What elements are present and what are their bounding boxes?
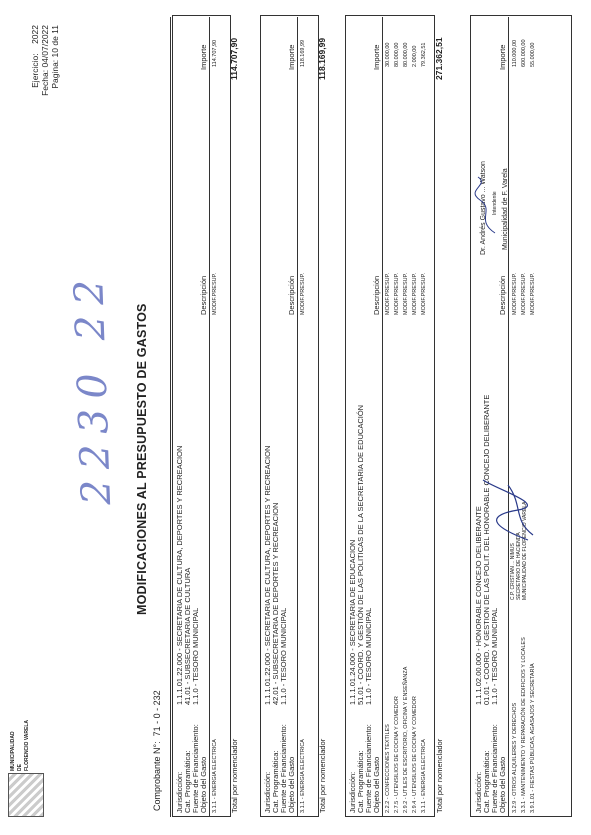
descripcion-item: MODIF.PRESUP.: [412, 272, 418, 315]
header-info: [30, 25, 60, 145]
fuente-value: 1.1.0 - TESORO MUNICIPAL: [191, 607, 200, 705]
signature-scribble-icon: [478, 475, 538, 545]
objeto-item: 2.7.5 - UTENSILIOS DE COCINA Y COMEDOR: [394, 696, 400, 813]
fuente-label: Fuente de Financiamiento:: [490, 724, 499, 813]
importe-header: Importe: [199, 44, 208, 70]
descripcion-item: MODIF.PRESUP.: [421, 272, 427, 315]
importe-item: 118.169,99: [300, 39, 306, 67]
cat-programatica-label: Cat. Programática:: [271, 750, 280, 813]
descripcion-header: Descripción: [372, 275, 381, 315]
jurisdiccion-value: 1.1.1.02.00.000 - HONORABLE CONCEJO DELIBERANTE: [474, 506, 483, 705]
page-title: MODIFICACIONES AL PRESUPUESTO DE GASTOS: [135, 303, 149, 615]
importe-item: 600.000,00: [521, 39, 527, 67]
objeto-header: Objeto del Gasto: [199, 756, 208, 813]
signature-left: C.P. CRISTIAN ... NIMUS SECRETARIO DE HACIENDA MUNICIPALIDAD DE FLORENCIO VARELA: [510, 501, 528, 600]
divider: [209, 17, 210, 817]
cat-programatica-label: Cat. Programática:: [183, 750, 192, 813]
jurisdiccion-label: Jurisdicción:: [263, 771, 272, 813]
signature-right-role: Intendente: [492, 191, 498, 215]
fuente-label: Fuente de Financiamiento:: [191, 724, 200, 813]
total-value: 114.707,90: [229, 37, 239, 80]
objeto-item: 2.9.4 - UTENSILIOS DE COCINA Y COMEDOR: [412, 696, 418, 813]
importe-item: 79.362,51: [421, 42, 427, 67]
fuente-value: 1.1.0 - TESORO MUNICIPAL: [364, 607, 373, 705]
total-label: Total por nomenclador: [435, 738, 444, 813]
objeto-header: Objeto del Gasto: [372, 756, 381, 813]
divider: [382, 17, 383, 817]
signature-right-name: Dr. Andrés Gustavo ... Watson: [480, 161, 487, 255]
importe-item: 110.000,00: [512, 39, 518, 67]
descripcion-item: MODIF.PRESUP.: [212, 272, 218, 315]
municipality-logo-icon: [8, 773, 44, 817]
importe-item: 2.000,00: [412, 45, 418, 67]
jurisdiccion-value: 1.1.1.01.22.000 - SECRETARIA DE CULTURA, DEPORTES Y RECREACION: [175, 445, 184, 705]
signature-right-org: Municipalidad de F. Varela: [502, 168, 509, 250]
descripcion-item: MODIF.PRESUP.: [385, 272, 391, 315]
objeto-item: 3.9.1.01 - FIESTAS PÚBLICAS, AGASAJOS Y SECRETARÍA: [530, 663, 536, 813]
jurisdiccion-label: Jurisdicción:: [474, 771, 483, 813]
total-label: Total por nomenclador: [230, 738, 239, 813]
importe-item: 114.707,90: [212, 39, 218, 67]
total-value: 271.362,51: [434, 37, 444, 80]
divider: [297, 17, 298, 817]
handwritten-stamp: 2230 22: [65, 268, 121, 506]
descripcion-header: Descripción: [199, 275, 208, 315]
objeto-item: 3.3.1 - MANTENIMIENTO Y REPARACIÓN DE EDIFICIOS Y LOCALES: [521, 637, 527, 813]
jurisdiccion-value: 1.1.1.01.24.000 - SECRETARIA DE EDUCACION: [348, 539, 357, 705]
descripcion-item: MODIF.PRESUP.: [530, 272, 536, 315]
objeto-header: Objeto del Gasto: [287, 756, 296, 813]
descripcion-header: Descripción: [498, 275, 507, 315]
paginas: Pagina: 10 de 11: [50, 25, 60, 89]
descripcion-item: MODIF.PRESUP.: [394, 272, 400, 315]
importe-header: Importe: [372, 44, 381, 70]
descripcion-item: MODIF.PRESUP.: [300, 272, 306, 315]
importe-item: 55.000,00: [530, 42, 536, 67]
descripcion-item: MODIF.PRESUP.: [403, 272, 409, 315]
divider: [170, 17, 171, 817]
objeto-item: 3.2.9 - OTROS ALQUILERES Y DERECHOS: [512, 702, 518, 813]
objeto-header: Objeto del Gasto: [498, 756, 507, 813]
objeto-item: 2.2.2 - CONFECCIONES TEXTILES: [385, 724, 391, 813]
ejercicio: Ejercicio: 2022: [30, 25, 40, 88]
cat-programatica-value: 42.01 - SUBSECRETARIA DE DEPORTES Y RECREACION: [271, 502, 280, 705]
jurisdiccion-label: Jurisdicción:: [175, 771, 184, 813]
comprobante: Comprobante N°: 71 - 0 - 232: [152, 690, 162, 811]
cat-programatica-value: 51.01 - COORD. Y GESTIÓN DE LAS POLITICAS DE LA SECRETARIA DE EDUCACIÓN: [356, 404, 365, 705]
fecha: Fecha: 04/07/2022: [40, 25, 50, 96]
descripcion-item: MODIF.PRESUP.: [512, 272, 518, 315]
signature-scribble-icon: [470, 175, 500, 235]
cat-programatica-label: Cat. Programática:: [356, 750, 365, 813]
fuente-label: Fuente de Financiamiento:: [279, 724, 288, 813]
cat-programatica-value: 01.01 - COORD. Y GESTION DE LAS POLIT. DEL HONORABLE CONCEJO DELIBERANTE: [482, 394, 491, 705]
objeto-item: 2.9.2 - UTILES DE ESCRITORIO, OFICINA Y ENSEÑANZA: [403, 666, 409, 813]
objeto-item: 3.1.1 - ENERGIA ELECTRICA: [212, 739, 218, 813]
jurisdiccion-value: 1.1.1.01.22.000 - SECRETARIA DE CULTURA, DEPORTES Y RECREACION: [263, 445, 272, 705]
importe-header: Importe: [287, 44, 296, 70]
jurisdiccion-label: Jurisdicción:: [348, 771, 357, 813]
importe-item: 30.000,00: [385, 42, 391, 67]
fuente-value: 1.1.0 - TESORO MUNICIPAL: [279, 607, 288, 705]
fuente-value: 1.1.0 - TESORO MUNICIPAL: [490, 607, 499, 705]
descripcion-item: MODIF.PRESUP.: [521, 272, 527, 315]
objeto-item: 3.1.1 - ENERGIA ELECTRICA: [421, 739, 427, 813]
municipality-logo-text: MUNICIPALIDAD DE FLORENCIO VARELA: [10, 719, 30, 771]
cat-programatica-value: 41.01 - SUBSECRETARIA DE CULTURA: [183, 567, 192, 705]
fuente-label: Fuente de Financiamiento:: [364, 724, 373, 813]
divider: [508, 17, 509, 817]
importe-header: Importe: [498, 44, 507, 70]
importe-item: 80.000,00: [394, 42, 400, 67]
descripcion-header: Descripción: [287, 275, 296, 315]
importe-item: 80.000,00: [403, 42, 409, 67]
objeto-item: 3.1.1 - ENERGIA ELECTRICA: [300, 739, 306, 813]
cat-programatica-label: Cat. Programática:: [482, 750, 491, 813]
total-value: 118.169,99: [317, 37, 327, 80]
total-label: Total por nomenclador: [318, 738, 327, 813]
